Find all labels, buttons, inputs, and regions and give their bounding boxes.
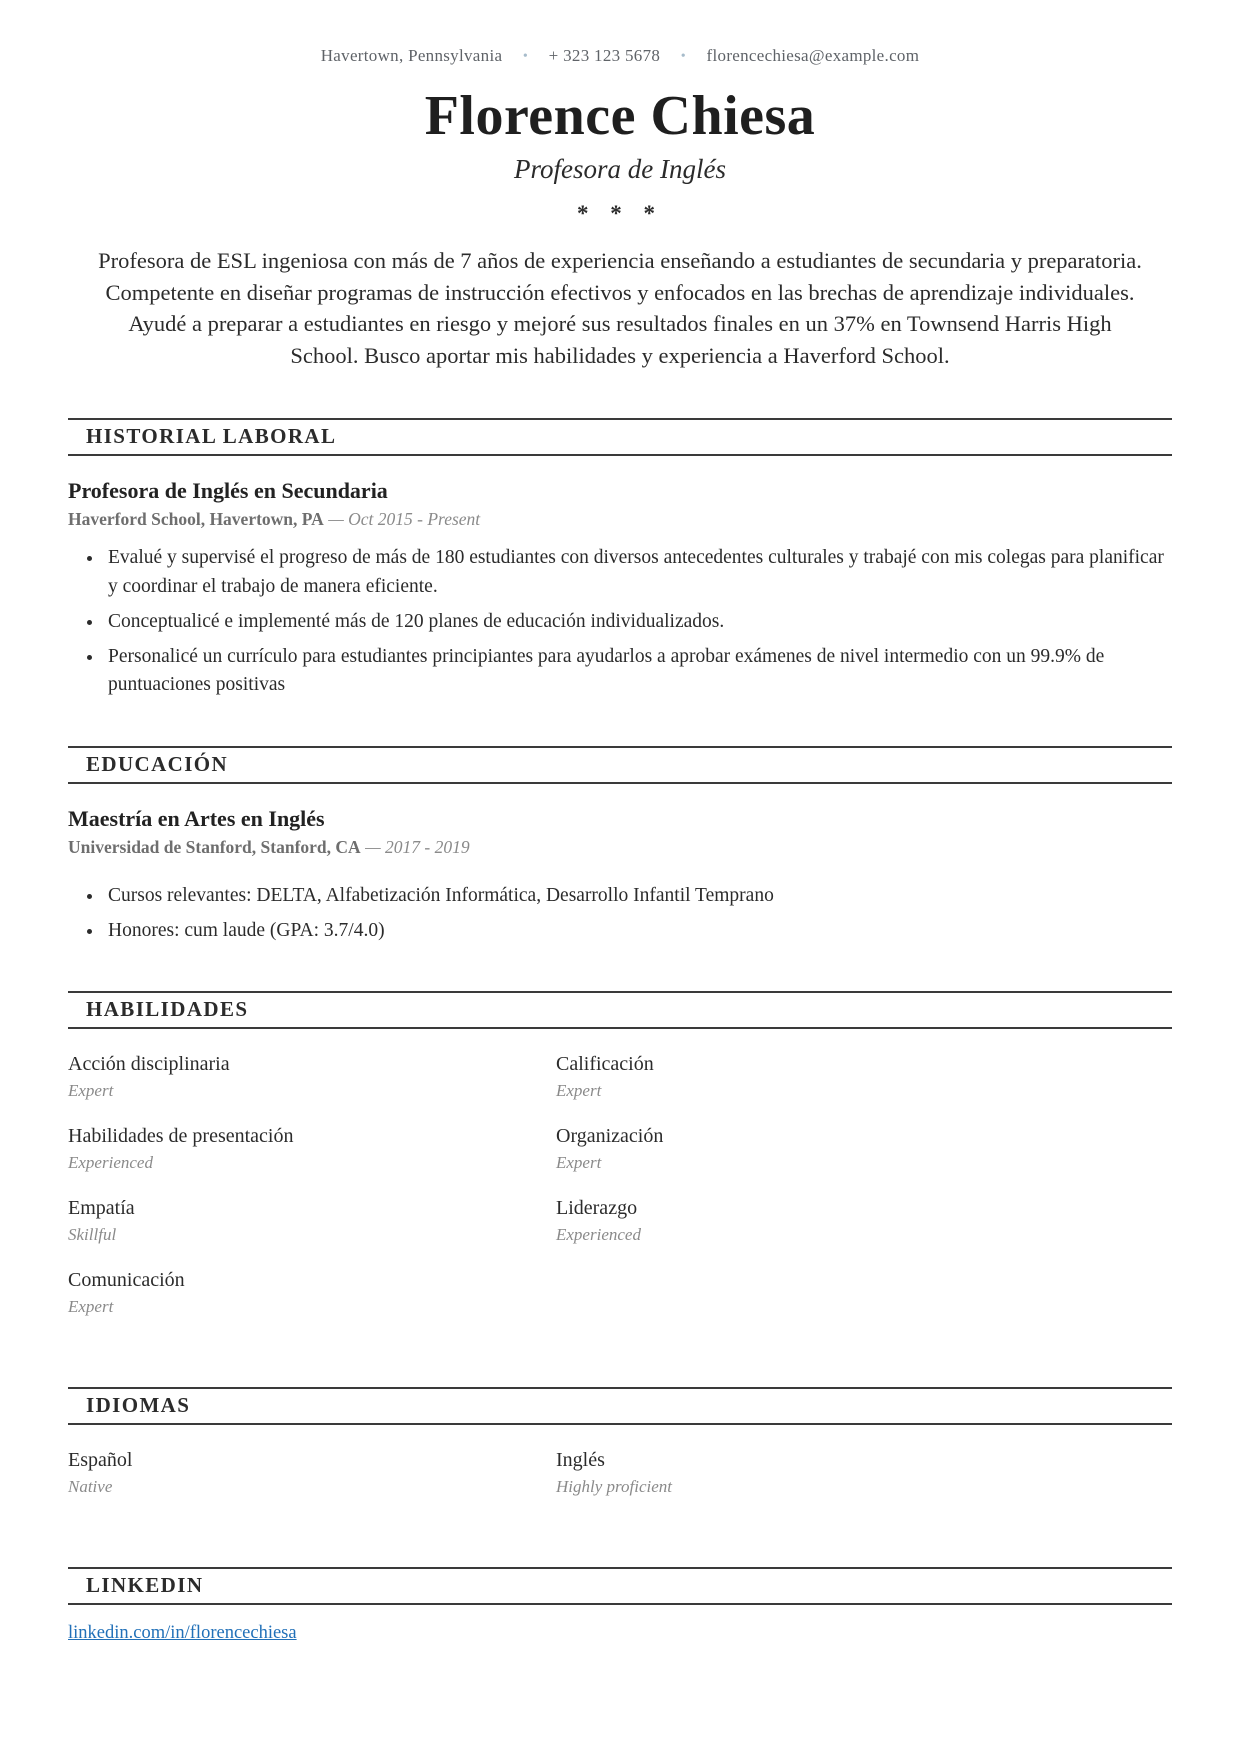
education-bullet: • Honores: cum laude (GPA: 3.7/4.0) [104, 917, 1172, 945]
work-dates: — Oct 2015 - Present [323, 509, 481, 530]
language-level: Highly proficient [556, 1477, 672, 1497]
work-bullet: • Evalué y supervisé el progreso de más de 180 estudiantes con diversos antecedentes culturales y trabajé con mis colegas para planificar y coordinar el trabajo de manera eficiente. [104, 544, 1172, 601]
section-education [68, 746, 1172, 946]
languages-heading: IDIOMAS [68, 1387, 1172, 1425]
skill-name: Comunicación [68, 1269, 185, 1292]
work-meta-line [68, 509, 1172, 530]
work-bullet: • Personalicé un currículo para estudiantes principiantes para ayudarlos a aprobar exámenes de nivel intermedio con un 99.9% de puntuaciones positivas [104, 643, 1172, 700]
contact-phone: + 323 123 5678 [548, 46, 661, 65]
skill-item [556, 1125, 1172, 1173]
candidate-job-title: Profesora de Inglés [514, 153, 726, 184]
language-name: Inglés [556, 1449, 605, 1472]
linkedin-link[interactable]: linkedin.com/in/florencechiesa [68, 1623, 297, 1644]
education-bullet-list [68, 882, 1172, 946]
skill-name: Acción disciplinaria [68, 1053, 230, 1076]
languages-grid [68, 1449, 1172, 1521]
skill-name: Empatía [68, 1197, 135, 1220]
work-history-heading: HISTORIAL LABORAL [68, 418, 1172, 456]
skill-name: Liderazgo [556, 1197, 638, 1220]
contact-separator-dot: • [522, 49, 529, 64]
ornament-divider: * * * [577, 200, 663, 226]
skills-heading: HABILIDADES [68, 991, 1172, 1029]
skill-level: Experienced [68, 1153, 153, 1173]
work-employer: Haverford School, Havertown, PA [68, 509, 324, 530]
contact-email: florencechiesa@example.com [706, 46, 920, 65]
work-bullet-list [68, 544, 1172, 699]
section-work-history [68, 418, 1172, 699]
summary-paragraph: Profesora de ESL ingeniosa con más de 7 años de experiencia enseñando a estudiantes de secundaria y preparatoria. Competente en diseñar programas de instrucción efectivos y enfocados en las brechas de aprendizaje individuales. Ayudé a preparar a estudiantes en riesgo y mejoré sus resultados finales en un 37% en Townsend Harris High School. Busco aportar mis habilidades y experiencia a Haverford School. [98, 247, 1142, 369]
skill-name: Habilidades de presentación [68, 1125, 294, 1148]
skill-level: Experienced [556, 1225, 641, 1245]
work-role-title: Profesora de Inglés en Secundaria [68, 478, 388, 504]
skill-level: Expert [556, 1081, 602, 1101]
linkedin-link-line [68, 1623, 1172, 1644]
skill-level: Expert [556, 1153, 602, 1173]
education-school: Universidad de Stanford, Stanford, CA [68, 836, 361, 857]
language-name: Español [68, 1449, 133, 1472]
skill-item [556, 1197, 1172, 1245]
section-languages [68, 1387, 1172, 1521]
skill-item [68, 1269, 556, 1317]
education-degree-title: Maestría en Artes en Inglés [68, 805, 325, 831]
education-heading: EDUCACIÓN [68, 746, 1172, 784]
section-linkedin [68, 1567, 1172, 1644]
language-item [68, 1449, 556, 1497]
language-item [556, 1449, 1172, 1497]
contact-location: Havertown, Pennsylvania [320, 46, 503, 65]
skill-item [68, 1053, 556, 1101]
skill-level: Expert [68, 1081, 114, 1101]
skill-item [68, 1197, 556, 1245]
skill-level: Expert [68, 1297, 114, 1317]
contact-separator-dot: • [680, 49, 686, 64]
linkedin-heading: LINKEDIN [68, 1567, 1172, 1605]
education-meta-line [68, 837, 1172, 858]
education-dates: — 2017 - 2019 [360, 836, 470, 857]
skill-name: Calificación [556, 1053, 654, 1076]
skill-level: Skillful [68, 1225, 117, 1245]
section-skills [68, 991, 1172, 1341]
language-level: Native [68, 1477, 113, 1497]
candidate-name: Florence Chiesa [424, 85, 816, 147]
work-bullet: • Conceptualicé e implementé más de 120 planes de educación individualizados. [104, 608, 1172, 636]
skills-grid [68, 1053, 1172, 1341]
education-bullet: • Cursos relevantes: DELTA, Alfabetización Informática, Desarrollo Infantil Temprano [104, 882, 1172, 910]
skill-item [68, 1125, 556, 1173]
skill-name: Organización [556, 1125, 664, 1148]
contact-bar [68, 46, 1172, 66]
skill-item [556, 1053, 1172, 1101]
